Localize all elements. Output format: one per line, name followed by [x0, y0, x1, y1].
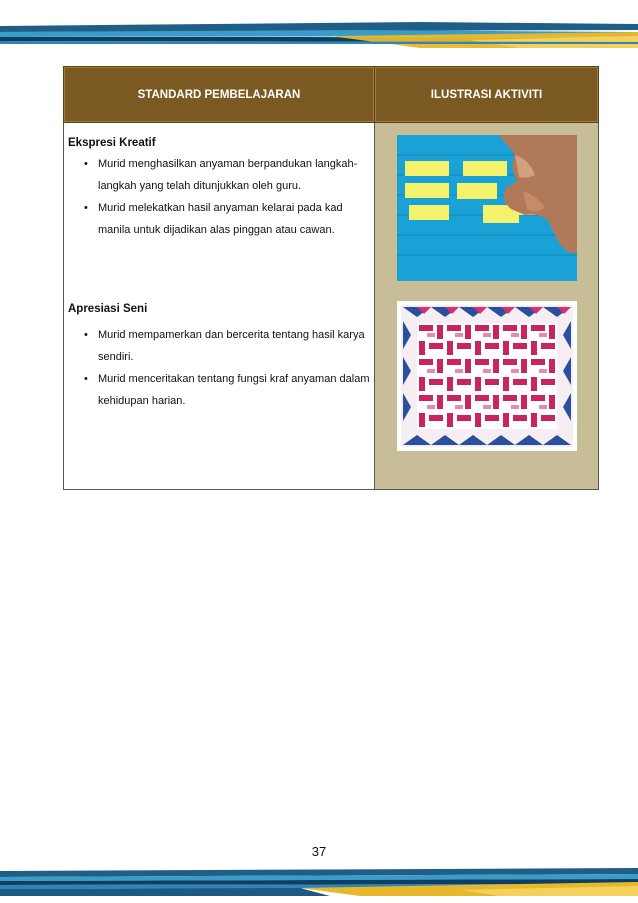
apresiasi-seni-list	[64, 324, 370, 412]
header-ilustrasi-aktiviti: ILUSTRASI AKTIVITI	[375, 67, 599, 123]
section-title-apresiasi-seni: Apresiasi Seni	[68, 303, 148, 315]
bullet-item: • Murid melekatkan hasil anyaman kelarai pada kad manila untuk dijadikan alas pinggan atau cawan.	[64, 197, 370, 241]
bullet-item: • Murid mempamerkan dan bercerita tentang hasil karya sendiri.	[64, 324, 370, 368]
page-number: 37	[311, 844, 327, 859]
ekspresi-kreatif-list	[64, 153, 370, 241]
bullet-item: • Murid menghasilkan anyaman berpandukan langkah-langkah yang telah ditunjukkan oleh guru.	[64, 153, 370, 197]
bottom-decorative-band	[0, 868, 638, 896]
illustrations-cell	[375, 123, 599, 490]
learning-standards-table	[63, 66, 599, 490]
section-title-ekspresi-kreatif: Ekspresi Kreatif	[68, 137, 156, 149]
header-standard-pembelajaran: STANDARD PEMBELAJARAN	[64, 67, 375, 123]
standards-text-cell	[64, 123, 375, 490]
top-decorative-band	[0, 22, 638, 48]
weaving-hands-photo	[397, 135, 577, 281]
bullet-item: • Murid menceritakan tentang fungsi kraf anyaman dalam kehidupan harian.	[64, 368, 370, 412]
woven-mat-pattern-photo	[397, 301, 577, 451]
